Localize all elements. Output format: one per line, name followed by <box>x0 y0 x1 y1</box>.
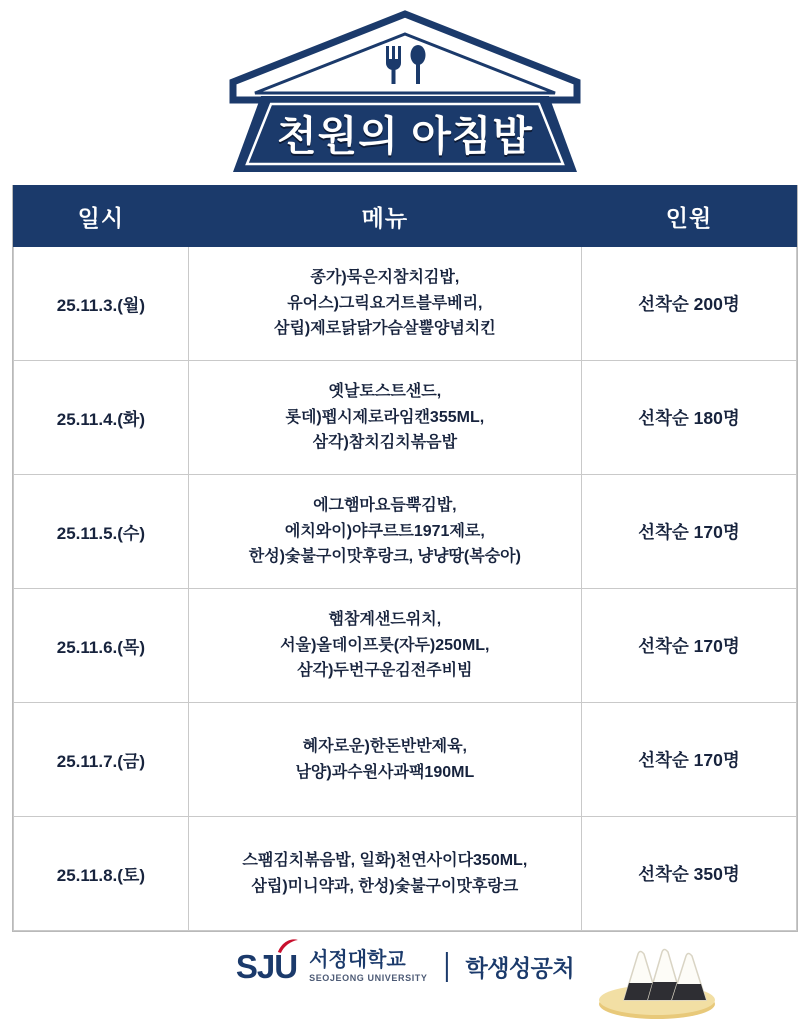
poster-header <box>0 0 810 185</box>
cell-date: 25.11.8.(토) <box>14 817 189 931</box>
schedule-table <box>13 185 797 931</box>
cell-count: 선착순 180명 <box>581 361 796 475</box>
department-name: 학생성공처 <box>465 955 575 982</box>
menu-line: 삼립)미니약과, 한성)숯불구이맛후랑크 <box>251 877 519 895</box>
poster-footer <box>0 936 810 1024</box>
cell-menu <box>188 247 581 361</box>
university-name-en: SEOJEONG UNIVERSITY <box>309 973 428 983</box>
table-row <box>14 247 797 361</box>
cell-menu <box>188 475 581 589</box>
column-header-date: 일시 <box>14 186 189 247</box>
footer-logo-group <box>235 948 575 986</box>
menu-line: 한성)숯불구이맛후랑크, 냥냥땅(복숭아) <box>248 548 521 566</box>
menu-line: 에그햄마요듬뿍김밥, <box>313 496 457 514</box>
university-name-kr: 서정대학교 <box>309 949 406 971</box>
menu-line: 혜자로운)한돈반반제육, <box>302 737 468 755</box>
menu-line: 삼립)제로닭닭가슴살뿔양념치킨 <box>273 320 496 338</box>
cell-menu <box>188 589 581 703</box>
cell-date: 25.11.3.(월) <box>14 247 189 361</box>
table-header <box>14 186 797 247</box>
cell-count: 선착순 200명 <box>581 247 796 361</box>
menu-line: 삼각)참치김치볶음밥 <box>312 434 458 452</box>
menu-line: 삼각)두번구운김전주비빔 <box>297 662 473 680</box>
menu-line: 종가)묵은지참치김밥, <box>310 268 460 286</box>
table-row <box>14 817 797 931</box>
menu-line: 에치와이)야쿠르트1971제로, <box>284 522 485 540</box>
table-row <box>14 361 797 475</box>
sju-logo-mark <box>235 948 298 986</box>
menu-line: 롯데)펩시제로라임캔355ML, <box>285 408 485 426</box>
menu-line: 햄참계샌드위치, <box>328 610 442 628</box>
schedule-table-wrapper <box>12 185 798 932</box>
cell-date: 25.11.6.(목) <box>14 589 189 703</box>
cell-count: 선착순 170명 <box>581 589 796 703</box>
menu-line: 스팸김치볶음밥, 일화)천연사이다350ML, <box>242 851 528 869</box>
fork-icon <box>386 46 401 84</box>
cutlery-icons <box>370 44 440 86</box>
menu-line: 옛날토스트샌드, <box>328 382 442 400</box>
menu-line: 서울)올데이프룻(자두)250ML, <box>280 636 490 654</box>
table-row <box>14 475 797 589</box>
onigiri-illustration <box>582 930 732 1022</box>
page-title: 천원의 아침밥 <box>276 113 534 159</box>
sju-logo-text: SJU <box>235 948 298 986</box>
cell-date: 25.11.5.(수) <box>14 475 189 589</box>
column-header-menu: 메뉴 <box>188 186 581 247</box>
cell-count: 선착순 350명 <box>581 817 796 931</box>
menu-line: 유어스)그릭요거트블루베리, <box>287 294 483 312</box>
cell-date: 25.11.4.(화) <box>14 361 189 475</box>
cell-menu <box>188 703 581 817</box>
table-header-row <box>14 186 797 247</box>
cell-date: 25.11.7.(금) <box>14 703 189 817</box>
spoon-icon <box>411 45 426 84</box>
table-row <box>14 703 797 817</box>
cell-menu <box>188 361 581 475</box>
cell-menu <box>188 817 581 931</box>
university-name-block <box>309 950 427 983</box>
cell-count: 선착순 170명 <box>581 475 796 589</box>
swoosh-icon <box>277 938 299 954</box>
table-body <box>14 247 797 931</box>
menu-line: 남양)과수원사과팩190ML <box>295 763 475 781</box>
cell-count: 선착순 170명 <box>581 703 796 817</box>
footer-divider <box>446 952 448 982</box>
column-header-count: 인원 <box>581 186 796 247</box>
table-row <box>14 589 797 703</box>
